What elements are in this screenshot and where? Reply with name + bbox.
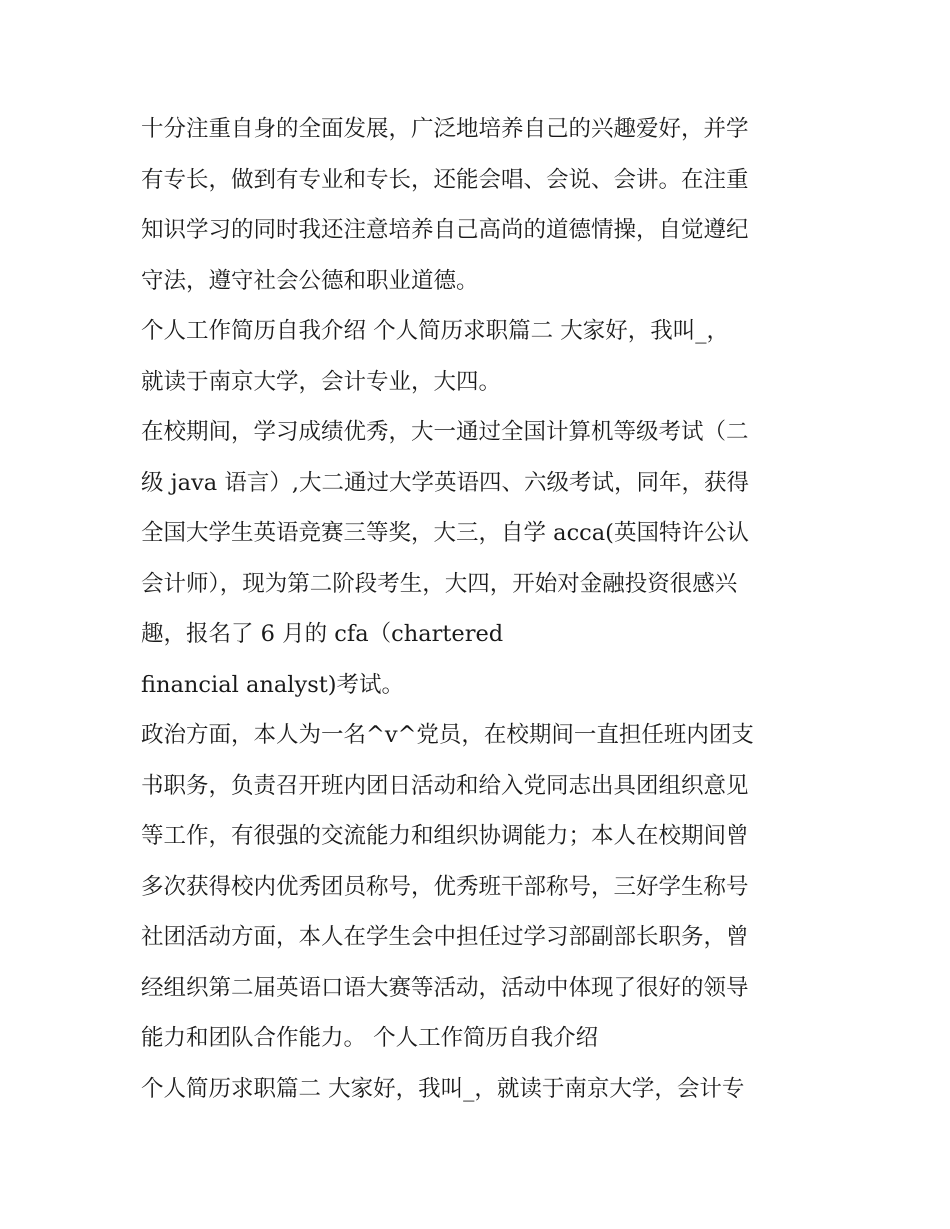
text-line: 个人简历求职篇二 大家好，我叫_，就读于南京大学，会计专: [141, 1075, 745, 1102]
text-line: 社团活动方面，本人在学生会中担任过学习部副部长职务，曾: [141, 924, 749, 950]
text-line: 政治方面，本人为一名^v^党员，在校期间一直担任班内团支: [141, 722, 754, 748]
text-line: 经组织第二届英语口语大赛等活动，活动中体现了很好的领导: [141, 974, 749, 1001]
text-line: 趣，报名了 6 月的 cfa（chartered: [141, 621, 504, 647]
document-body: [141, 104, 821, 1114]
text-line: 有专长，做到有专业和专长，还能会唱、会说、会讲。在注重: [141, 166, 749, 193]
text-line: 能力和团队合作能力。 个人工作简历自我介绍: [141, 1025, 599, 1051]
text-line: 书职务，负责召开班内团日活动和给入党同志出具团组织意见: [141, 772, 749, 799]
text-line: 个人工作简历自我介绍 个人简历求职篇二 大家好，我叫_，: [141, 318, 730, 344]
text-line: 十分注重自身的全面发展，广泛地培养自己的兴趣爱好，并学: [141, 116, 749, 142]
text-line: 级 java 语言）,大二通过大学英语四、六级考试，同年，获得: [141, 469, 749, 496]
text-line: 守法，遵守社会公德和职业道德。: [141, 267, 479, 294]
text-line: 知识学习的同时我还注意培养自己高尚的道德情操，自觉遵纪: [141, 217, 749, 243]
text-line: 等工作，有很强的交流能力和组织协调能力；本人在校期间曾: [141, 823, 749, 849]
text-line: 就读于南京大学，会计专业，大四。: [141, 368, 502, 395]
text-line: financial analyst)考试。: [141, 671, 405, 698]
text-line: 多次获得校内优秀团员称号，优秀班干部称号，三好学生称号: [141, 873, 749, 900]
text-line: 全国大学生英语竞赛三等奖，大三，自学 acca(英国特许公认: [141, 520, 749, 546]
text-line: 会计师），现为第二阶段考生，大四，开始对金融投资很感兴: [141, 570, 738, 597]
text-line: 在校期间，学习成绩优秀，大一通过全国计算机等级考试（二: [141, 419, 749, 445]
